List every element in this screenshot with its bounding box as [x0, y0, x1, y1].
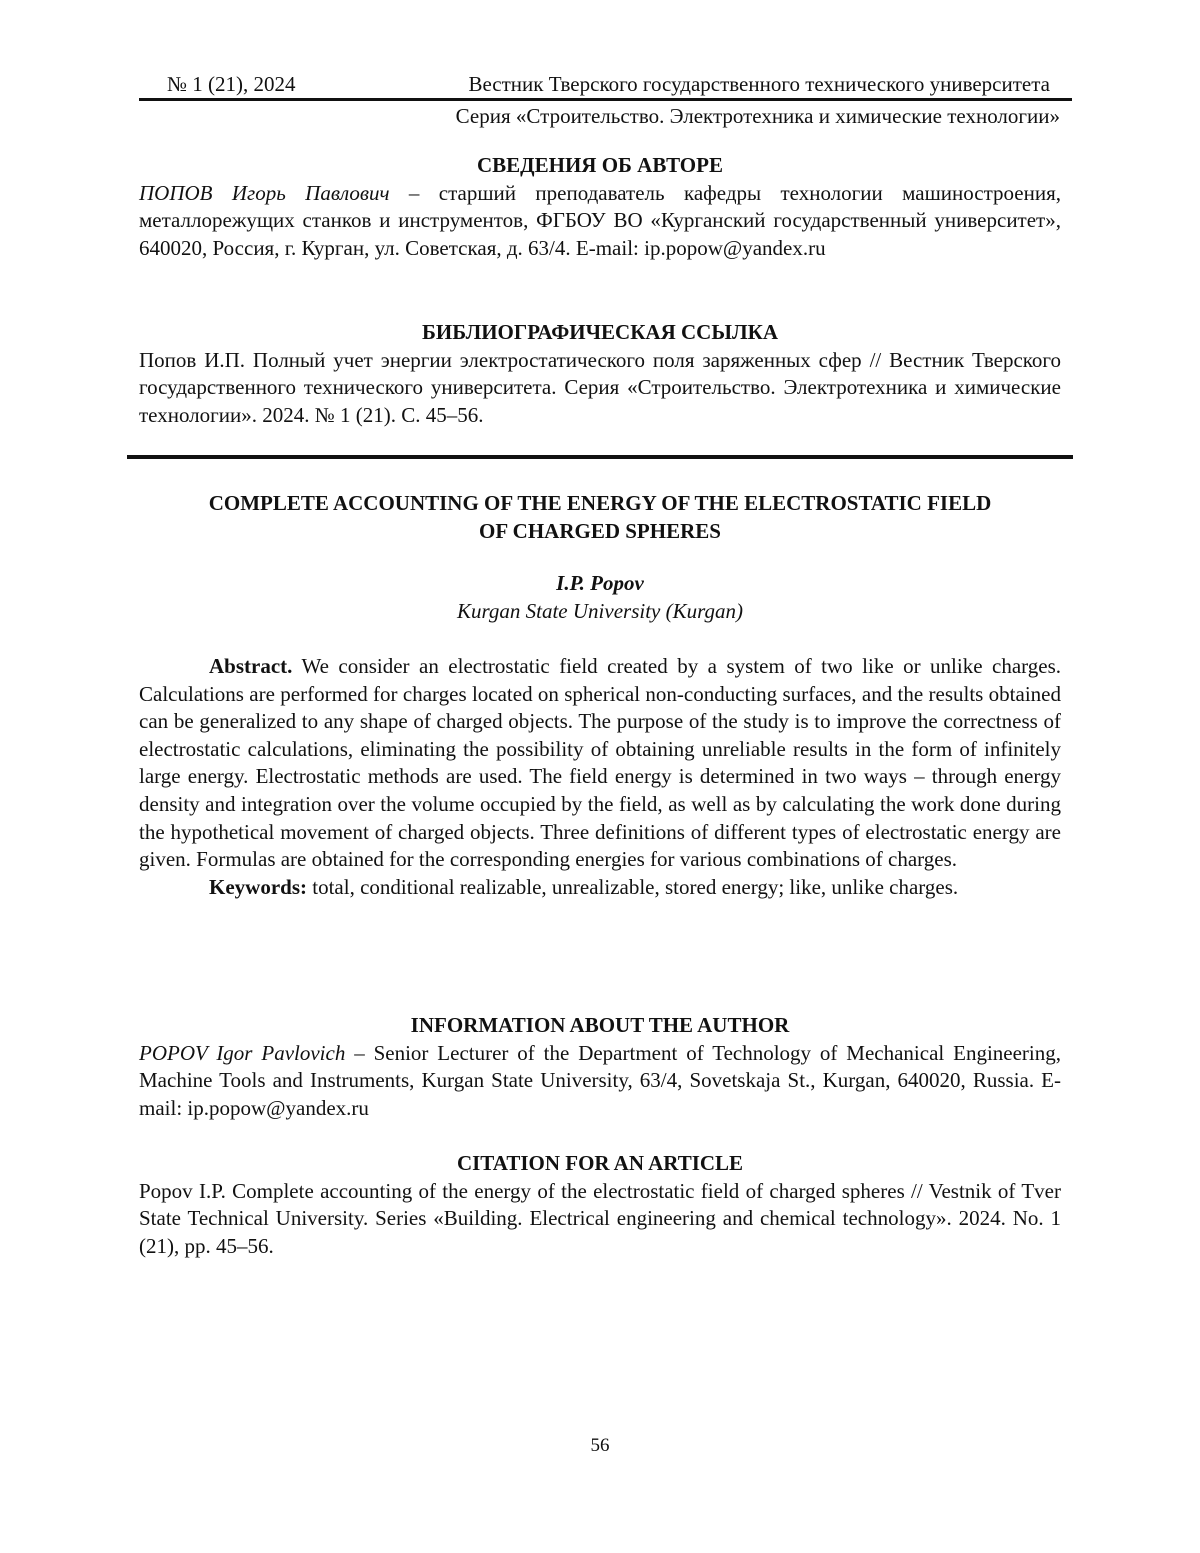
abstract-text: We consider an electrostatic field created by a system of two like or unlike charges. Calculations are performed for charges located on spherical non-conducting surfaces, and the results obtained can be generalized to any shape of charged objects. The purpose of the study is to improve the correctness of electrostatic calculations, eliminating the possibility of obtaining unreliable results in the form of infinitely large energy. Electrostatic methods are used. The field energy is determined in two ways – through energy density and integration over the volume occupied by the field, as well as by calculating the work done during the hypothetical movement of charged objects. Three definitions of different types of electrostatic energy are given. Formulas are obtained for the corresponding energies for various combinations of charges. [139, 654, 1061, 872]
running-header [139, 72, 1072, 98]
article-title [139, 489, 1061, 545]
abstract-label: Abstract. [209, 654, 293, 678]
author-info-ru-details: – старший преподаватель кафедры технологии машиностроения, металлорежущих станков и инструментов, ФГБОУ ВО «Курганский государственный университет», 640020, Россия, г. Курган, ул. Советская, д. 63/4. E-mail: ip.popow@yandex.ru [139, 180, 1061, 260]
citation-ru-section [139, 319, 1061, 429]
keywords-text: total, conditional realizable, unrealizable, stored energy; like, unlike charges. [307, 874, 959, 899]
section-divider [127, 455, 1073, 459]
citation-en-heading: CITATION FOR AN ARTICLE [456, 1151, 744, 1175]
keywords-paragraph [139, 874, 1061, 902]
header-issue: № 1 (21), 2024 [167, 72, 296, 96]
author-info-en-details: – Senior Lecturer of the Department of Technology of Mechanical Engineering, Machine Tools and Instruments, Kurgan State University, 63/4, Sovetskaja St., Kurgan, 640020, Russia. E-mail: ip.popow@yandex.ru [139, 1040, 1062, 1120]
citation-ru-heading: БИБЛИОГРАФИЧЕСКАЯ ССЫЛКА [422, 320, 778, 344]
article-author: I.P. Popov [556, 571, 644, 595]
author-info-en-text [139, 1040, 1061, 1123]
article-title-line-1: COMPLETE ACCOUNTING OF THE ENERGY OF THE ELECTROSTATIC FIELD [208, 491, 992, 515]
abstract-paragraph [139, 653, 1061, 874]
abstract [139, 653, 1061, 901]
author-info-ru-section [139, 152, 1061, 262]
header-series: Серия «Строительство. Электротехника и химические технологии» [455, 104, 1060, 128]
author-info-en-name: POPOV Igor Pavlovich [139, 1040, 346, 1065]
author-info-en-heading: INFORMATION ABOUT THE AUTHOR [410, 1013, 790, 1037]
page-number: 56 [590, 1435, 610, 1456]
header-rule [139, 98, 1072, 101]
author-info-ru-heading: СВЕДЕНИЯ ОБ АВТОРЕ [477, 153, 723, 177]
keywords-label: Keywords: [209, 874, 307, 899]
citation-en-section [139, 1150, 1061, 1260]
article-affiliation: Kurgan State University (Kurgan) [456, 599, 743, 623]
citation-ru-text: Попов И.П. Полный учет энергии электростатического поля заряженных сфер // Вестник Тверского государственного технического университета. Серия «Строительство. Электротехника и химические технологии». 2024. № 1 (21). С. 45–56. [139, 347, 1061, 427]
header-journal-title: Вестник Тверского государственного технического университета [468, 72, 1050, 96]
citation-en-text: Popov I.P. Complete accounting of the energy of the electrostatic field of charged spheres // Vestnik of Tver State Technical University. Series «Building. Electrical engineering and chemical technology». 2024. No. 1 (21), pp. 45–56. [139, 1178, 1061, 1258]
author-info-ru-text [139, 180, 1061, 263]
author-info-ru-name: ПОПОВ Игорь Павлович [139, 180, 390, 205]
author-info-en-section [139, 1012, 1061, 1122]
article-title-line-2: OF CHARGED SPHERES [479, 519, 721, 543]
